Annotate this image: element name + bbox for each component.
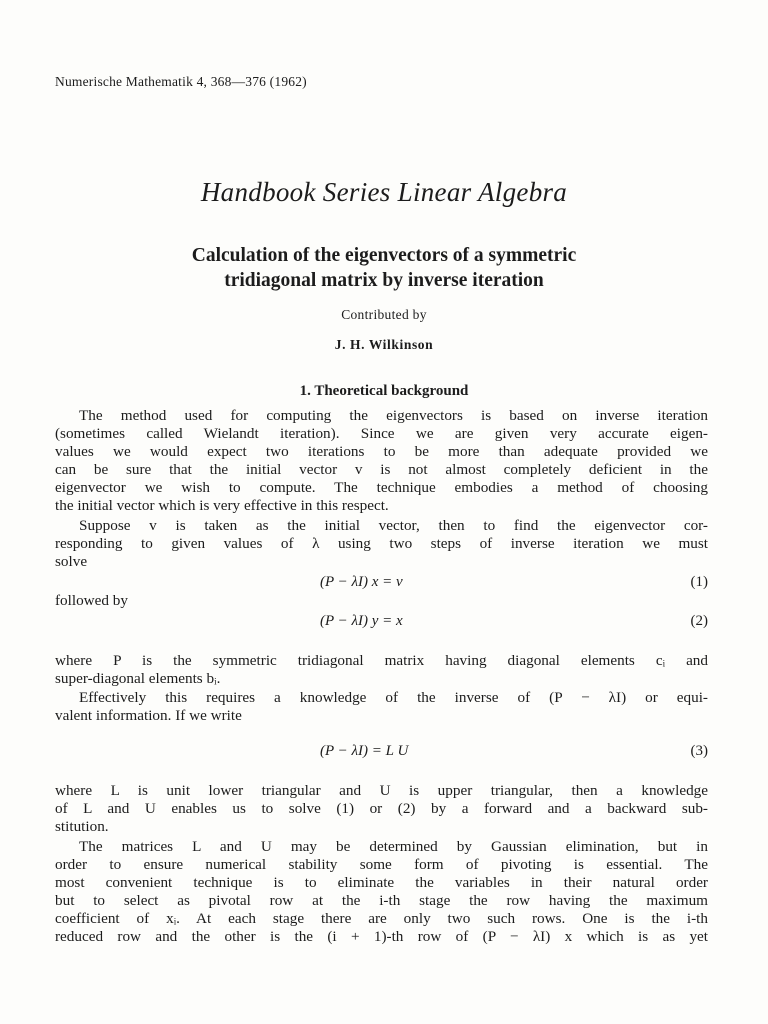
- text-line: The matrices L and U may be determined by Gaussian elimination, but in: [79, 838, 708, 855]
- text-line: can be sure that the initial vector v is not almost completely deficient in the: [55, 461, 708, 478]
- text-line: The method used for computing the eigenvectors is based on inverse iteration: [79, 407, 708, 424]
- text-line: but to select as pivotal row at the i-th stage the row having the maximum: [55, 892, 708, 909]
- followed-by-text: followed by: [55, 592, 128, 609]
- equation-number: (3): [690, 743, 708, 759]
- text-line: the initial vector which is very effective in this respect.: [55, 497, 389, 514]
- paper-title-line-1: Calculation of the eigenvectors of a symmetric: [191, 245, 577, 266]
- author-name: J. H. Wilkinson: [334, 337, 434, 352]
- text-line: eigenvector we wish to compute. The technique embodies a method of choosing: [55, 479, 708, 496]
- equation-number: (1): [690, 574, 708, 590]
- text-line: Suppose v is taken as the initial vector, then to find the eigenvector cor-: [79, 517, 708, 534]
- text-line: (sometimes called Wielandt iteration). Since we are given very accurate eigen-: [55, 425, 708, 442]
- section-heading: 1. Theoretical background: [299, 383, 469, 399]
- text-line: where P is the symmetric tridiagonal matrix having diagonal elements cᵢ and: [55, 652, 708, 669]
- contributed-by: Contributed by: [341, 307, 427, 322]
- text-line: stitution.: [55, 818, 109, 835]
- text-line: coefficient of xᵢ. At each stage there are only two such rows. One is the i-th: [55, 910, 708, 927]
- paper-title-line-2: tridiagonal matrix by inverse iteration: [224, 270, 544, 291]
- text-line: order to ensure numerical stability some form of pivoting is essential. The: [55, 856, 708, 873]
- text-line: Effectively this requires a knowledge of the inverse of (P − λI) or equi-: [79, 689, 708, 706]
- text-line: super-diagonal elements bᵢ.: [55, 670, 221, 687]
- paragraph-1: [55, 407, 708, 515]
- paper-title: [0, 243, 768, 293]
- equation-expression: (P − λI) = L U: [320, 743, 409, 759]
- paragraph-4: [55, 689, 708, 725]
- text-line: reduced row and the other is the (i + 1)-th row of (P − λI) x which is as yet: [55, 928, 708, 945]
- journal-reference: Numerische Mathematik 4, 368—376 (1962): [55, 74, 307, 89]
- paragraph-6: [55, 838, 708, 946]
- equation-expression: (P − λI) y = x: [320, 613, 403, 629]
- text-line: of L and U enables us to solve (1) or (2) by a forward and a backward sub-: [55, 800, 708, 817]
- text-line: solve: [55, 553, 88, 570]
- equation-number: (2): [690, 613, 708, 629]
- text-line: most convenient technique is to eliminate the variables in their natural order: [55, 874, 708, 891]
- paragraph-2: [55, 517, 708, 571]
- paragraph-3: [55, 652, 708, 688]
- text-line: values we would expect two iterations to be more than adequate provided we: [55, 443, 708, 460]
- series-title: Handbook Series Linear Algebra: [200, 177, 568, 207]
- text-line: valent information. If we write: [55, 707, 242, 724]
- text-line: responding to given values of λ using two steps of inverse iteration we must: [55, 535, 708, 552]
- text-line: where L is unit lower triangular and U is upper triangular, then a knowledge: [55, 782, 708, 799]
- paragraph-5: [55, 782, 708, 836]
- equation-expression: (P − λI) x = v: [320, 574, 403, 590]
